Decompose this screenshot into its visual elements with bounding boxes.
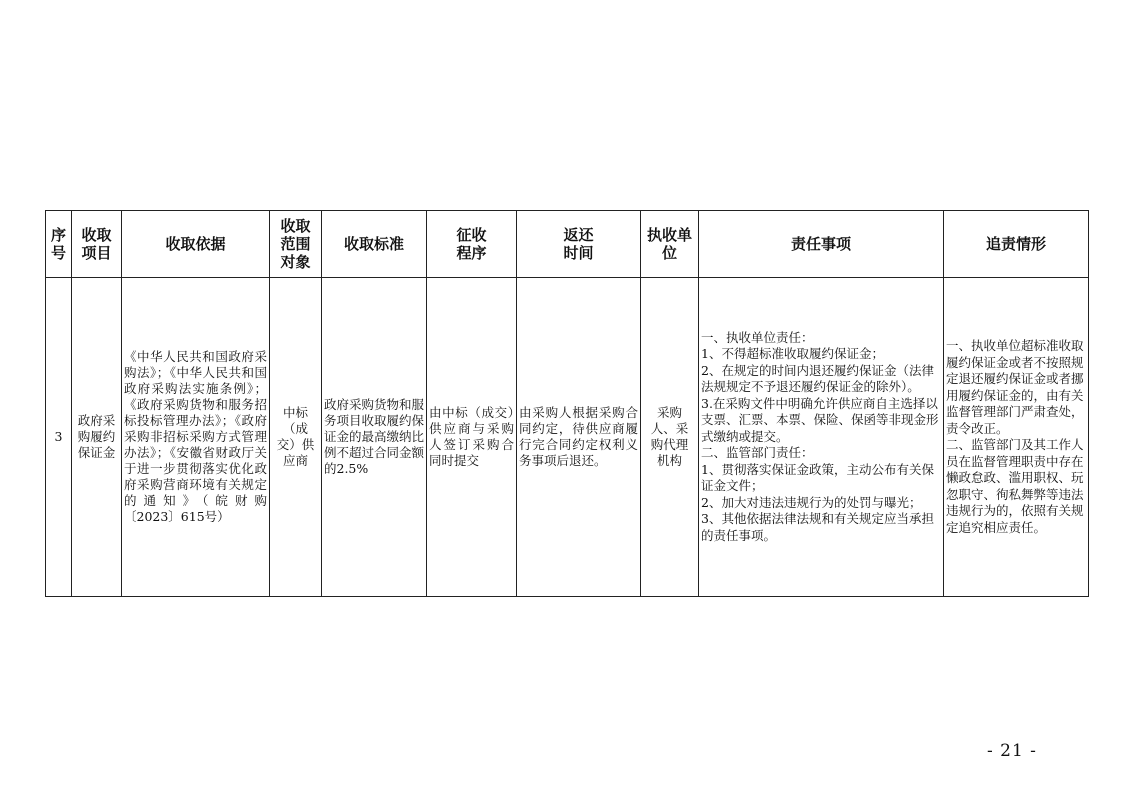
cell-basis: 《中华人民共和国政府采购法》；《中华人民共和国政府采购法实施条例》；《政府采购货物和服务招标投标管理办法》；《政府采购非招标采购方式管理办法》；《安徽省财政厅关于进一步贯彻落实优化政府采购营商环境有关规定的通知》（皖财购〔2023〕615号） [122, 278, 270, 597]
responsibility-item: 1、不得超标准收取履约保证金； [701, 346, 884, 362]
header-item: 收取项目 [72, 211, 122, 278]
accountability-item: 二、监管部门及其工作人员在监督管理职责中存在懒政怠政、滥用职权、玩忽职守、徇私舞弊等违法违规行为的，依照有关规定追究相应责任。 [946, 437, 1084, 535]
header-responsibility: 责任事项 [699, 211, 944, 278]
header-procedure: 征收程序 [427, 211, 517, 278]
cell-return-time: 由采购人根据采购合同约定，待供应商履行完合同约定权利义务事项后退还。 [517, 278, 641, 597]
cell-unit: 采购人、采购代理机构 [641, 278, 699, 597]
responsibility-item: 二、监管部门责任： [701, 445, 814, 461]
cell-procedure: 由中标（成交）供应商与采购人签订采购合同时提交 [427, 278, 517, 597]
cell-scope: 中标（成交）供应商 [270, 278, 322, 597]
fee-table [45, 210, 1089, 597]
header-scope: 收取范围对象 [270, 211, 322, 278]
responsibility-item: 2、在规定的时间内退还履约保证金（法律法规规定不予退还履约保证金的除外）。 [701, 362, 934, 395]
header-row [46, 211, 1089, 278]
header-accountability: 追责情形 [944, 211, 1089, 278]
responsibility-item: 3、其他依据法律法规和有关规定应当承担的责任事项。 [701, 511, 934, 543]
responsibility-item: 一、执收单位责任： [701, 329, 814, 345]
responsibility-item: 3.在采购文件中明确允许供应商自主选择以支票、汇票、本票、保险、保函等非现金形式缴纳或提交。 [701, 395, 939, 444]
responsibility-item: 2、加大对违法违规行为的处罚与曝光； [701, 494, 922, 510]
cell-standard: 政府采购货物和服务项目收取履约保证金的最高缴纳比例不超过合同金额的2.5% [322, 278, 427, 597]
header-return-time: 返还时间 [517, 211, 641, 278]
table-row [46, 278, 1089, 597]
accountability-item: 一、执收单位超标准收取履约保证金或者不按照规定退还履约保证金或者挪用履约保证金的，由有关监督管理部门严肃查处，责令改正。 [946, 338, 1084, 436]
header-seq: 序号 [46, 211, 72, 278]
page-number: - 21 - [987, 741, 1037, 761]
responsibility-item: 1、贯彻落实保证金政策，主动公布有关保证金文件； [701, 461, 934, 494]
cell-responsibility [699, 278, 944, 597]
header-standard: 收取标准 [322, 211, 427, 278]
cell-seq: 3 [46, 278, 72, 597]
cell-item: 政府采购履约保证金 [72, 278, 122, 597]
header-basis: 收取依据 [122, 211, 270, 278]
header-unit: 执收单位 [641, 211, 699, 278]
cell-accountability [944, 278, 1089, 597]
